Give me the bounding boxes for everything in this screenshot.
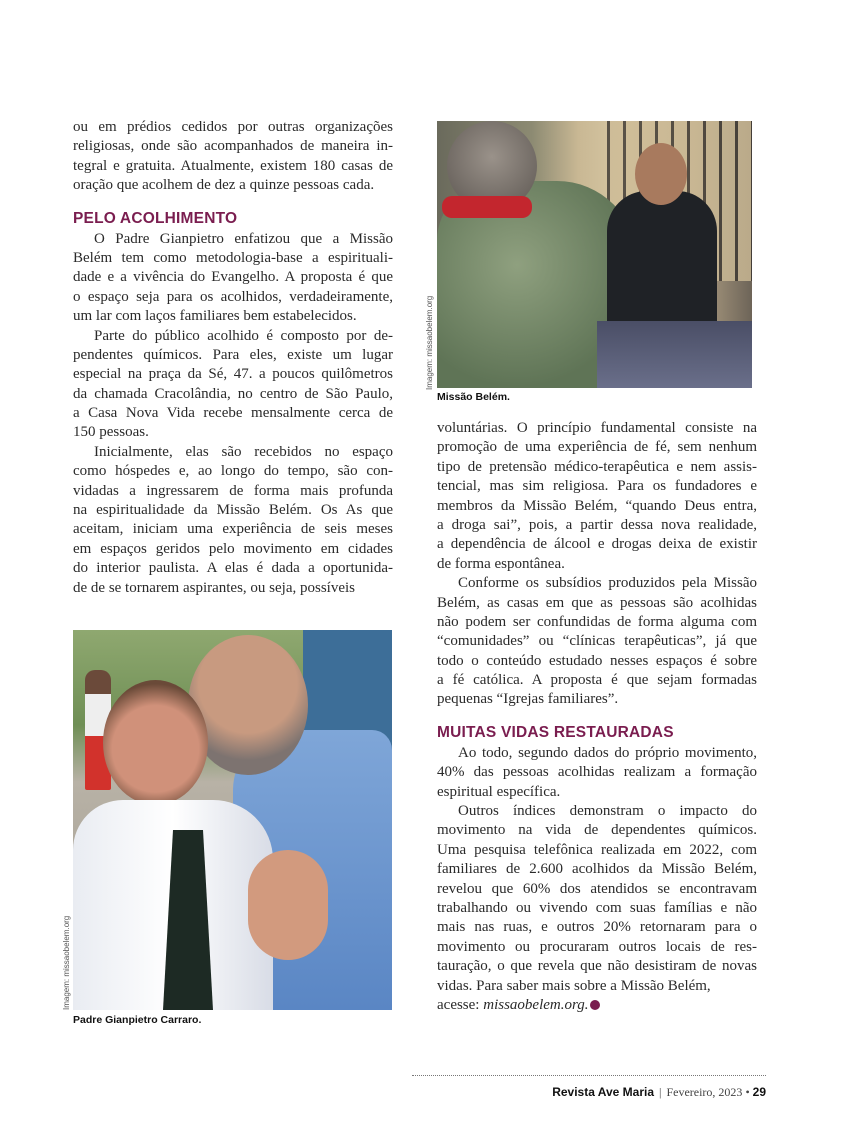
text-line: movimento ou procuraram outros locais de res- bbox=[437, 938, 757, 955]
photo-youth-head bbox=[635, 143, 687, 205]
text-line: na espiritualidade da Missão Belém. Os As que bbox=[73, 502, 393, 519]
text-line: oração que acolhem de dez a quinze pessoas cada. bbox=[73, 177, 375, 194]
photo-hand bbox=[248, 850, 328, 960]
photo-caption-top: Missão Belém. bbox=[437, 391, 510, 403]
text-line: movimento na vida de dependentes químicos. bbox=[437, 822, 757, 839]
footer-separator: | bbox=[659, 1085, 662, 1099]
text-line: vidadas a ingressarem de forma mais profunda bbox=[73, 482, 393, 499]
text-line: especial na praça da Sé, 47. a poucos quilômetros bbox=[73, 366, 393, 383]
text-line: de forma espontânea. bbox=[437, 555, 565, 572]
text-line: Belém tem como metodologia-base a espirituali- bbox=[73, 249, 393, 266]
magazine-name: Revista Ave Maria bbox=[552, 1085, 655, 1099]
text-line: trabalhando ou vivendo com suas famílias e não bbox=[437, 899, 757, 916]
section-heading: MUITAS VIDAS RESTAURADAS bbox=[437, 723, 674, 741]
text-line: o espaço seja para os acolhidos, verdadeiramente, bbox=[73, 288, 393, 305]
right-column bbox=[437, 419, 757, 1015]
section-gap bbox=[437, 710, 757, 722]
text-line: do interior paulista. A elas é dada a oportunida- bbox=[73, 560, 393, 577]
left-column bbox=[73, 118, 393, 598]
text-line: pequenas “Igrejas familiares”. bbox=[437, 691, 619, 708]
text-line: pendentes químicos. Para eles, existe um lugar bbox=[73, 346, 393, 363]
text-line: mais nas ruas, e outros 20% retornaram para o bbox=[437, 919, 757, 936]
text-line: Inicialmente, elas são recebidos no espaço bbox=[94, 443, 393, 460]
closing-line bbox=[437, 996, 757, 1015]
text-line: como hóspedes e, ao longo do tempo, são con- bbox=[73, 463, 393, 480]
text-line: Outros índices demonstram o impacto do bbox=[458, 803, 757, 820]
text-line: O Padre Gianpietro enfatizou que a Missão bbox=[94, 230, 393, 247]
text-line: promoção de uma experiência de fé, sem nenhum bbox=[437, 439, 757, 456]
photo-padre-gianpietro bbox=[73, 630, 392, 1010]
text-line: a fé católica. A proposta é que sejam formadas bbox=[437, 672, 757, 689]
text-line: de de se tornarem aspirantes, ou seja, possíveis bbox=[73, 579, 356, 596]
text-line: Belém, as casas em que as pessoas são acolhidas bbox=[437, 594, 757, 611]
text-line: familiares de 2.600 acolhidos da Missão Belém, bbox=[437, 861, 757, 878]
text-line: em espaços geridos pelo movimento em cidades bbox=[73, 540, 393, 557]
text-line: tipo de pretensão médico-terapêutica e nem assis- bbox=[437, 458, 757, 475]
issue-date: Fevereiro, 2023 bbox=[666, 1085, 743, 1099]
text-line: todo o conteúdo estudado nesses espaços é sobre bbox=[437, 652, 757, 669]
text-line: a Casa Nova Vida recebe mensalmente cerca de bbox=[73, 405, 393, 422]
photo-credit-bottom: Imagem: missaobelem.org bbox=[62, 915, 71, 1010]
section-heading: PELO ACOLHIMENTO bbox=[73, 209, 238, 227]
text-line: tencial, mas sim religiosa. Para os fundadores e bbox=[437, 478, 757, 495]
closing-prefix: acesse: bbox=[437, 996, 484, 1013]
text-line: membros da Missão Belém, “quando Deus entra, bbox=[437, 497, 757, 514]
photo-red-collar bbox=[442, 196, 532, 218]
page-footer bbox=[552, 1085, 766, 1100]
footer-dot: • bbox=[745, 1085, 750, 1099]
section-gap bbox=[73, 196, 393, 208]
text-line: ou em prédios cedidos por outras organizações bbox=[73, 119, 393, 135]
text-line: um lar com laços familiares bem estabelecidos. bbox=[73, 308, 357, 325]
photo-blanket bbox=[597, 321, 752, 388]
text-line: 150 pessoas. bbox=[73, 424, 149, 441]
footer-divider bbox=[412, 1075, 766, 1076]
photo-youth-hoodie bbox=[607, 191, 717, 341]
end-bullet-icon bbox=[590, 1000, 600, 1010]
text-line: a droga sai”, pois, a partir dessa nova realidade, bbox=[437, 516, 757, 533]
text-line: Ao todo, segundo dados do próprio movimento, bbox=[458, 744, 757, 761]
text-line: tegral e gratuita. Atualmente, existem 180 casas de bbox=[73, 157, 393, 174]
text-line: Conforme os subsídios produzidos pela Missão bbox=[458, 575, 757, 592]
text-line: não podem ser confundidas de forma alguma com bbox=[437, 613, 757, 630]
text-line: tauração, o que revela que não desistiram de novas bbox=[437, 958, 757, 975]
text-line: “comunidades” ou “clínicas terapêuticas”, já que bbox=[437, 633, 757, 650]
text-line: revelou que 60% dos atendidos se encontravam bbox=[437, 880, 757, 897]
text-line: da chamada Cracolândia, no centro de São Paulo, bbox=[73, 385, 393, 402]
text-line: voluntárias. O princípio fundamental consiste na bbox=[437, 420, 757, 436]
website-link[interactable]: missaobelem.org. bbox=[483, 996, 589, 1013]
text-line: Uma pesquisa telefônica realizada em 2022, com bbox=[437, 841, 757, 858]
photo-credit-top: Imagem: missaobelem.org bbox=[425, 295, 434, 390]
photo-missao-belem bbox=[437, 121, 752, 388]
text-line: 40% das pessoas acolhidas realizam a formação bbox=[437, 764, 757, 781]
text-line: Parte do público acolhido é composto por de- bbox=[94, 327, 393, 344]
text-line: aceitam, iniciam uma experiência de seis meses bbox=[73, 521, 393, 538]
text-line: dade e a vivência do Evangelho. A proposta é que bbox=[73, 269, 393, 286]
text-line: vidas. Para saber mais sobre a Missão Belém, bbox=[437, 977, 711, 994]
text-line: religiosas, onde são acompanhados de maneira in- bbox=[73, 138, 393, 155]
photo-caption-bottom: Padre Gianpietro Carraro. bbox=[73, 1014, 202, 1026]
text-line: espiritual específica. bbox=[437, 783, 561, 800]
page-number: 29 bbox=[752, 1085, 766, 1099]
photo-young-man-head bbox=[103, 680, 208, 805]
text-line: a dependência de álcool e drogas deixa de existir bbox=[437, 536, 757, 553]
